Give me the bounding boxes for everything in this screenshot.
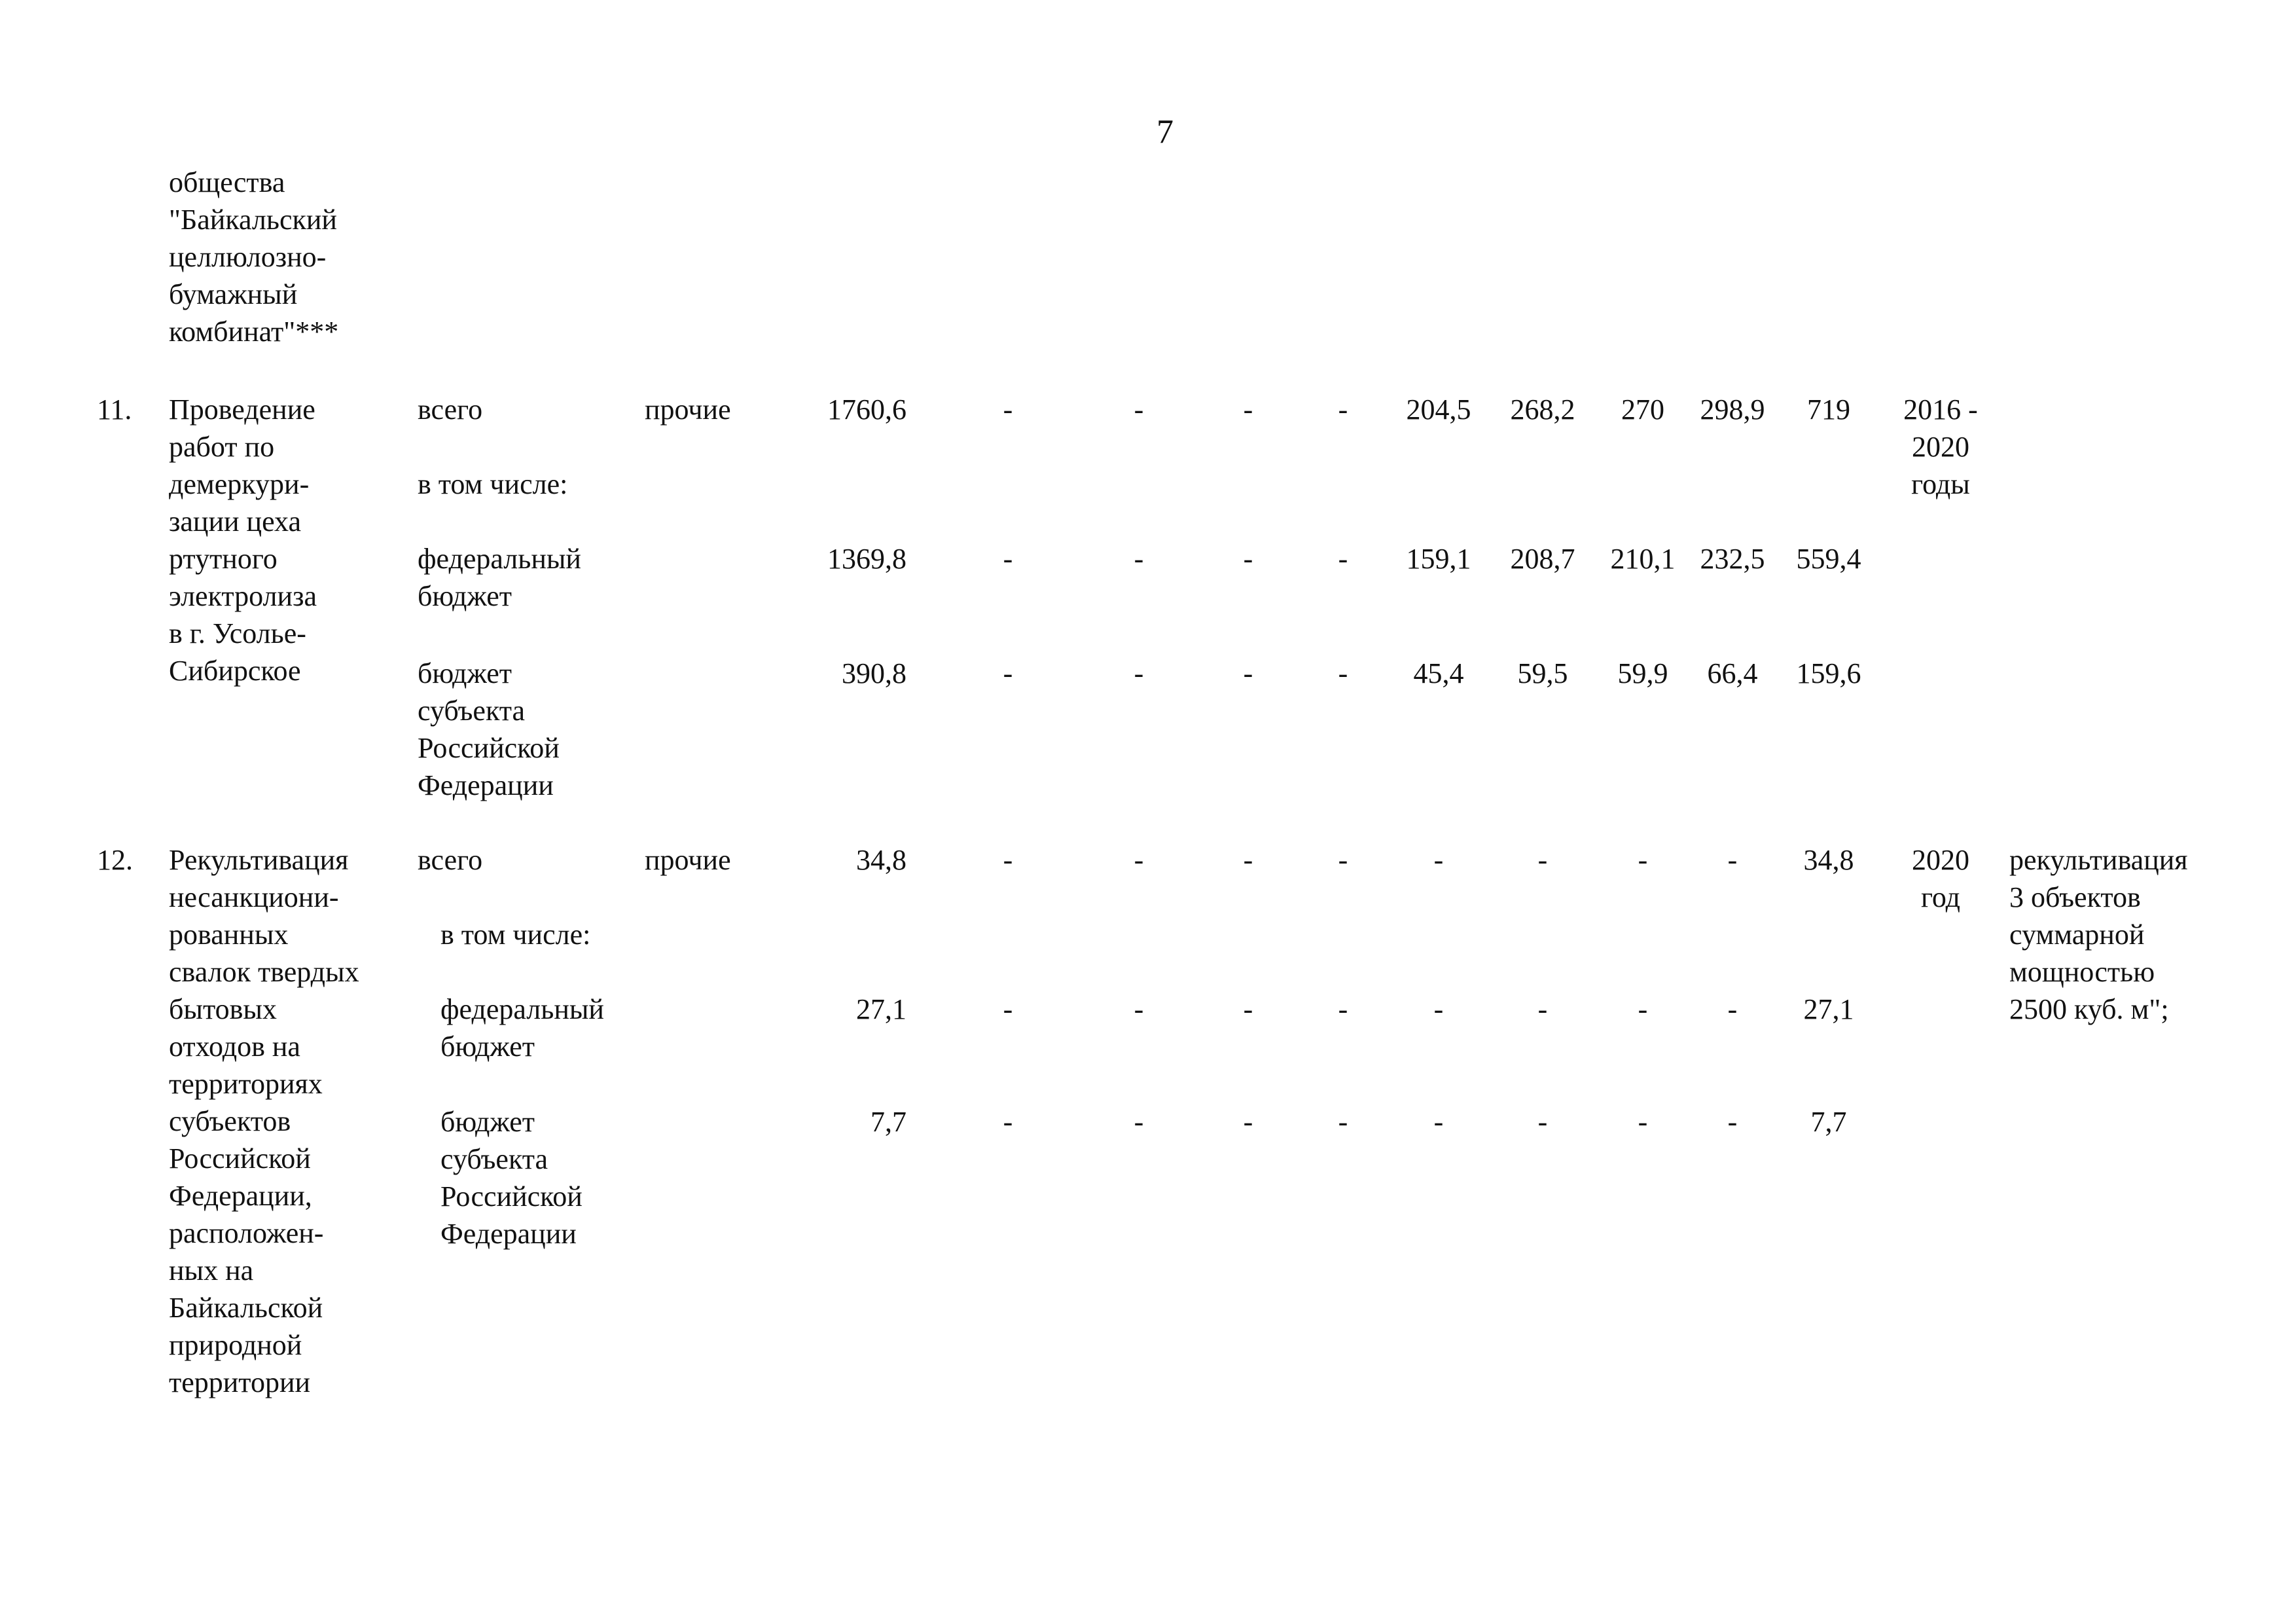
measure-name-line: в г. Усолье-	[169, 617, 306, 649]
source-type: прочие	[645, 844, 731, 876]
funding-label-line: в том числе:	[440, 919, 591, 951]
total-value: 1760,6	[827, 393, 906, 426]
year-value: -	[1727, 844, 1738, 876]
year-value: -	[1243, 844, 1253, 876]
funding-label-line: в том числе:	[418, 468, 568, 500]
continuation-line: "Байкальский	[169, 204, 337, 236]
year-value: 7,7	[1810, 1106, 1847, 1138]
year-value: -	[1243, 1106, 1253, 1138]
measure-name-line: несанкциони-	[169, 881, 339, 913]
year-value: 204,5	[1406, 393, 1471, 426]
year-value: -	[1003, 993, 1013, 1025]
year-value: -	[1338, 993, 1348, 1025]
funding-label-line: бюджет	[440, 1030, 535, 1063]
year-value: -	[1134, 993, 1144, 1025]
funding-label-line: Федерации	[440, 1218, 577, 1250]
measure-name-line: Федерации,	[169, 1180, 312, 1212]
year-value: -	[1338, 844, 1348, 876]
measure-name-line: территориях	[169, 1068, 323, 1100]
year-value: 268,2	[1510, 393, 1575, 426]
continuation-line: комбинат"***	[169, 316, 339, 348]
year-value: -	[1243, 393, 1253, 426]
year-value: -	[1727, 993, 1738, 1025]
year-value: 34,8	[1803, 844, 1854, 876]
year-value: -	[1134, 393, 1144, 426]
measure-name-line: Российской	[169, 1142, 311, 1175]
total-value: 390,8	[842, 657, 906, 689]
year-value: -	[1537, 844, 1548, 876]
year-value: 270	[1621, 393, 1664, 426]
result-line: рекультивация	[2009, 844, 2188, 876]
total-value: 7,7	[870, 1106, 906, 1138]
measure-name-line: территории	[169, 1366, 311, 1398]
year-value: -	[1537, 993, 1548, 1025]
funding-label-line: Федерации	[418, 769, 554, 801]
continuation-line: бумажный	[169, 278, 298, 310]
period-line: 2016 -	[1903, 393, 1978, 426]
year-value: 159,6	[1796, 657, 1861, 689]
year-value: -	[1003, 1106, 1013, 1138]
measure-name-line: Байкальской	[169, 1292, 323, 1324]
measure-name-line: отходов на	[169, 1030, 300, 1063]
funding-label-line: Российской	[440, 1180, 583, 1213]
measure-name-line: ных на	[169, 1254, 254, 1286]
measure-name-line: Рекультивация	[169, 844, 349, 876]
period-line: 2020	[1912, 844, 1969, 876]
year-value: -	[1338, 657, 1348, 689]
year-value: -	[1243, 993, 1253, 1025]
measure-name-line: Сибирское	[169, 655, 301, 687]
year-value: -	[1638, 993, 1648, 1025]
year-value: 719	[1807, 393, 1850, 426]
year-value: 559,4	[1796, 543, 1861, 575]
measure-name-line: бытовых	[169, 993, 277, 1025]
year-value: -	[1433, 993, 1444, 1025]
year-value: -	[1433, 844, 1444, 876]
year-value: -	[1338, 393, 1348, 426]
funding-label-line: бюджет	[440, 1106, 535, 1138]
year-value: 232,5	[1700, 543, 1765, 575]
funding-label-line: бюджет	[418, 580, 512, 612]
year-value: -	[1537, 1106, 1548, 1138]
year-value: -	[1003, 844, 1013, 876]
year-value: -	[1243, 657, 1253, 689]
year-value: -	[1003, 543, 1013, 575]
result-line: мощностью	[2009, 956, 2155, 988]
measure-name-line: свалок твердых	[169, 956, 359, 988]
measure-name-line: электролиза	[169, 580, 317, 612]
total-value: 34,8	[856, 844, 906, 876]
funding-label-line: Российской	[418, 732, 560, 764]
year-value: -	[1134, 844, 1144, 876]
funding-label-line: всего	[418, 844, 483, 876]
year-value: -	[1003, 393, 1013, 426]
measure-name-line: рованных	[169, 919, 289, 951]
period-line: годы	[1911, 468, 1970, 500]
year-value: -	[1243, 543, 1253, 575]
period-line: 2020	[1912, 431, 1969, 463]
measure-name-line: зации цеха	[169, 505, 301, 538]
result-line: суммарной	[2009, 919, 2145, 951]
year-value: -	[1638, 1106, 1648, 1138]
page-number: 7	[1157, 113, 1174, 151]
year-value: 27,1	[1803, 993, 1854, 1025]
result-line: 2500 куб. м";	[2009, 993, 2169, 1025]
funding-label-line: федеральный	[418, 543, 581, 575]
year-value: 210,1	[1610, 543, 1676, 575]
measure-name-line: ртутного	[169, 543, 278, 575]
total-value: 27,1	[856, 993, 906, 1025]
year-value: 298,9	[1700, 393, 1765, 426]
year-value: 159,1	[1406, 543, 1471, 575]
total-value: 1369,8	[827, 543, 906, 575]
year-value: 59,5	[1517, 657, 1568, 689]
year-value: 45,4	[1413, 657, 1464, 689]
year-value: -	[1338, 1106, 1348, 1138]
funding-label-line: субъекта	[418, 695, 526, 727]
period-line: год	[1920, 881, 1961, 913]
measure-name-line: Проведение	[169, 393, 315, 426]
measure-name-line: субъектов	[169, 1105, 291, 1137]
result-line: 3 объектов	[2009, 881, 2141, 913]
source-type: прочие	[645, 393, 731, 426]
funding-label-line: субъекта	[440, 1143, 548, 1175]
measure-name-line: демеркури-	[169, 468, 310, 500]
year-value: -	[1338, 543, 1348, 575]
funding-label-line: бюджет	[418, 657, 512, 689]
year-value: -	[1134, 657, 1144, 689]
year-value: 208,7	[1510, 543, 1575, 575]
measure-name-line: природной	[169, 1329, 302, 1361]
row-number: 12.	[97, 844, 133, 876]
measure-name-line: работ по	[169, 431, 275, 463]
funding-label-line: всего	[418, 393, 483, 426]
year-value: 66,4	[1707, 657, 1758, 689]
year-value: -	[1638, 844, 1648, 876]
year-value: -	[1433, 1106, 1444, 1138]
year-value: -	[1134, 543, 1144, 575]
continuation-line: общества	[169, 166, 285, 198]
funding-label-line: федеральный	[440, 993, 604, 1025]
continuation-line: целлюлозно-	[169, 241, 327, 273]
row-number: 11.	[97, 393, 132, 426]
year-value: -	[1727, 1106, 1738, 1138]
measure-name-line: расположен-	[169, 1217, 324, 1249]
year-value: -	[1003, 657, 1013, 689]
year-value: 59,9	[1617, 657, 1668, 689]
year-value: -	[1134, 1106, 1144, 1138]
